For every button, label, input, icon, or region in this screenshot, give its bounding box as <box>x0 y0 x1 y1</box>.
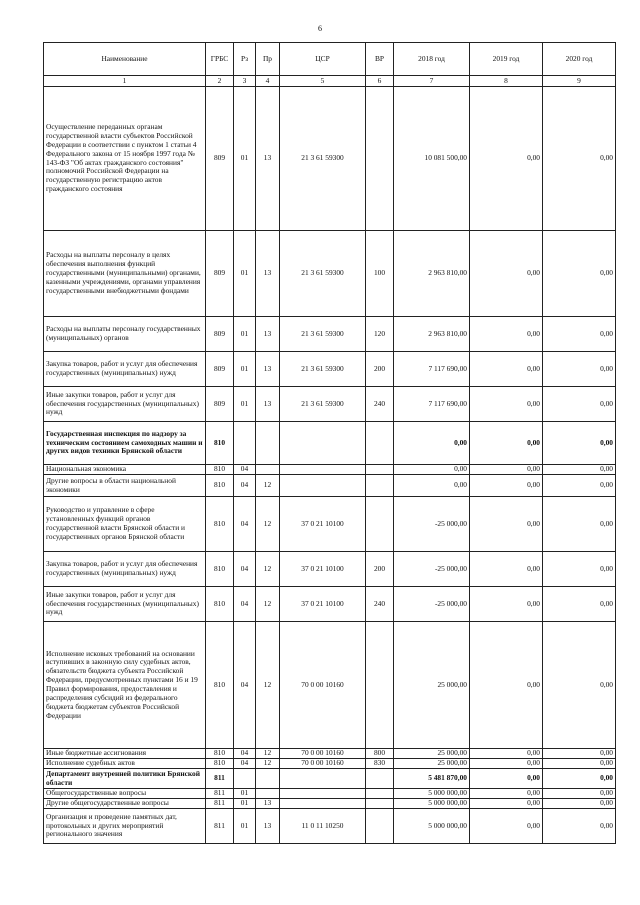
col-header-name: Наименование <box>44 43 206 76</box>
cell-vr: 830 <box>366 759 394 769</box>
cell-y2020: 0,00 <box>543 769 616 789</box>
cell-y2019: 0,00 <box>470 769 543 789</box>
cell-name: Закупка товаров, работ и услуг для обеспечения государственных (муниципальных) нужд <box>44 352 206 387</box>
col-number: 5 <box>280 76 366 87</box>
cell-y2018: 2 963 810,00 <box>394 231 470 317</box>
cell-csr: 21 3 61 59300 <box>280 317 366 352</box>
cell-grbs: 809 <box>206 231 234 317</box>
cell-name: Другие вопросы в области национальной экономики <box>44 475 206 497</box>
table-row <box>44 769 616 789</box>
table-row <box>44 622 616 749</box>
cell-y2020: 0,00 <box>543 465 616 475</box>
col-header-pr: Пр <box>256 43 280 76</box>
cell-rz: 01 <box>234 87 256 231</box>
cell-pr: 12 <box>256 587 280 622</box>
cell-name: Расходы на выплаты персоналу государственных (муниципальных) органов <box>44 317 206 352</box>
col-number: 9 <box>543 76 616 87</box>
cell-pr: 12 <box>256 475 280 497</box>
cell-vr <box>366 87 394 231</box>
cell-name: Департамент внутренней политики Брянской области <box>44 769 206 789</box>
cell-y2019: 0,00 <box>470 465 543 475</box>
cell-csr: 70 0 00 10160 <box>280 759 366 769</box>
cell-name: Исполнение судебных актов <box>44 759 206 769</box>
cell-csr <box>280 799 366 809</box>
cell-y2020: 0,00 <box>543 317 616 352</box>
cell-y2019: 0,00 <box>470 231 543 317</box>
cell-rz: 04 <box>234 587 256 622</box>
cell-name: Общегосударственные вопросы <box>44 789 206 799</box>
cell-name: Иные закупки товаров, работ и услуг для обеспечения государственных (муниципальных) нужд <box>44 387 206 422</box>
cell-y2019: 0,00 <box>470 749 543 759</box>
col-header-2018: 2018 год <box>394 43 470 76</box>
cell-vr <box>366 799 394 809</box>
cell-y2019: 0,00 <box>470 622 543 749</box>
cell-y2019: 0,00 <box>470 799 543 809</box>
cell-name: Национальная экономика <box>44 465 206 475</box>
cell-y2020: 0,00 <box>543 789 616 799</box>
cell-rz <box>234 422 256 465</box>
cell-grbs: 810 <box>206 422 234 465</box>
table-row <box>44 475 616 497</box>
cell-csr: 21 3 61 59300 <box>280 387 366 422</box>
cell-vr: 240 <box>366 387 394 422</box>
cell-y2020: 0,00 <box>543 497 616 552</box>
cell-name: Расходы на выплаты персоналу в целях обеспечения выполнения функций государственными (муниципальными) органами, казенными учреждениями, органами управления государственными внебюджетными фондами <box>44 231 206 317</box>
cell-y2018: 5 000 000,00 <box>394 789 470 799</box>
cell-rz: 04 <box>234 465 256 475</box>
budget-table <box>43 42 616 844</box>
cell-y2020: 0,00 <box>543 622 616 749</box>
cell-csr <box>280 789 366 799</box>
table-row <box>44 759 616 769</box>
cell-pr: 13 <box>256 87 280 231</box>
table-row <box>44 749 616 759</box>
cell-grbs: 810 <box>206 465 234 475</box>
cell-grbs: 810 <box>206 759 234 769</box>
cell-grbs: 809 <box>206 387 234 422</box>
cell-y2018: 25 000,00 <box>394 759 470 769</box>
cell-grbs: 809 <box>206 317 234 352</box>
table-row <box>44 352 616 387</box>
table-row <box>44 789 616 799</box>
cell-name: Исполнение исковых требований на основании вступивших в законную силу судебных актов, обязательств бюджета субъекта Российской Федерации, предусмотренных пунктами 16 и 19 Правил формирования, предоставления и распределения субсидий из федерального бюджета бюджетам субъектов Российской Федерации <box>44 622 206 749</box>
cell-csr: 37 0 21 10100 <box>280 552 366 587</box>
cell-grbs: 810 <box>206 622 234 749</box>
cell-y2020: 0,00 <box>543 749 616 759</box>
cell-pr <box>256 422 280 465</box>
cell-csr <box>280 475 366 497</box>
cell-name: Другие общегосударственные вопросы <box>44 799 206 809</box>
cell-rz: 01 <box>234 231 256 317</box>
cell-csr: 37 0 21 10100 <box>280 497 366 552</box>
cell-rz: 04 <box>234 497 256 552</box>
cell-csr: 21 3 61 59300 <box>280 231 366 317</box>
col-number: 8 <box>470 76 543 87</box>
cell-csr <box>280 422 366 465</box>
cell-rz: 04 <box>234 749 256 759</box>
cell-vr <box>366 789 394 799</box>
cell-csr: 11 0 11 10250 <box>280 809 366 844</box>
cell-rz: 04 <box>234 759 256 769</box>
cell-y2018: -25 000,00 <box>394 497 470 552</box>
cell-name: Закупка товаров, работ и услуг для обеспечения государственных (муниципальных) нужд <box>44 552 206 587</box>
cell-rz: 01 <box>234 799 256 809</box>
cell-y2018: -25 000,00 <box>394 552 470 587</box>
cell-pr <box>256 789 280 799</box>
cell-y2020: 0,00 <box>543 759 616 769</box>
table-row <box>44 422 616 465</box>
column-number-row <box>44 76 616 87</box>
cell-rz <box>234 769 256 789</box>
table-row <box>44 317 616 352</box>
cell-y2020: 0,00 <box>543 231 616 317</box>
cell-y2019: 0,00 <box>470 759 543 769</box>
cell-grbs: 809 <box>206 352 234 387</box>
cell-csr <box>280 769 366 789</box>
cell-csr: 70 0 00 10160 <box>280 622 366 749</box>
cell-vr <box>366 769 394 789</box>
col-number: 2 <box>206 76 234 87</box>
col-number: 7 <box>394 76 470 87</box>
col-header-vr: ВР <box>366 43 394 76</box>
cell-rz: 01 <box>234 352 256 387</box>
cell-csr: 21 3 61 59300 <box>280 87 366 231</box>
cell-rz: 04 <box>234 552 256 587</box>
col-header-rz: Рз <box>234 43 256 76</box>
cell-grbs: 811 <box>206 809 234 844</box>
cell-csr: 70 0 00 10160 <box>280 749 366 759</box>
cell-rz: 04 <box>234 622 256 749</box>
header-row <box>44 43 616 76</box>
cell-vr: 800 <box>366 749 394 759</box>
cell-y2018: 25 000,00 <box>394 749 470 759</box>
cell-y2019: 0,00 <box>470 422 543 465</box>
cell-y2020: 0,00 <box>543 475 616 497</box>
cell-vr <box>366 809 394 844</box>
cell-vr <box>366 497 394 552</box>
col-header-2019: 2019 год <box>470 43 543 76</box>
cell-y2020: 0,00 <box>543 552 616 587</box>
cell-y2020: 0,00 <box>543 587 616 622</box>
cell-name: Иные бюджетные ассигнования <box>44 749 206 759</box>
cell-vr: 100 <box>366 231 394 317</box>
cell-vr: 200 <box>366 352 394 387</box>
cell-y2018: 0,00 <box>394 422 470 465</box>
table-row <box>44 809 616 844</box>
col-header-2020: 2020 год <box>543 43 616 76</box>
cell-vr: 120 <box>366 317 394 352</box>
cell-vr: 200 <box>366 552 394 587</box>
cell-pr: 13 <box>256 352 280 387</box>
cell-grbs: 810 <box>206 475 234 497</box>
col-number: 3 <box>234 76 256 87</box>
cell-grbs: 809 <box>206 87 234 231</box>
table-row <box>44 587 616 622</box>
cell-csr: 37 0 21 10100 <box>280 587 366 622</box>
cell-grbs: 810 <box>206 749 234 759</box>
cell-y2020: 0,00 <box>543 422 616 465</box>
table-row <box>44 87 616 231</box>
cell-grbs: 810 <box>206 497 234 552</box>
col-number: 4 <box>256 76 280 87</box>
cell-y2018: 5 481 870,00 <box>394 769 470 789</box>
cell-name: Государственная инспекция по надзору за техническим состоянием самоходных машин и других видов техники Брянской области <box>44 422 206 465</box>
cell-vr <box>366 465 394 475</box>
cell-vr <box>366 475 394 497</box>
cell-grbs: 810 <box>206 587 234 622</box>
cell-y2018: 10 081 500,00 <box>394 87 470 231</box>
cell-y2019: 0,00 <box>470 789 543 799</box>
cell-y2020: 0,00 <box>543 799 616 809</box>
col-number: 1 <box>44 76 206 87</box>
cell-pr: 12 <box>256 749 280 759</box>
col-header-grbs: ГРБС <box>206 43 234 76</box>
cell-rz: 01 <box>234 387 256 422</box>
cell-y2019: 0,00 <box>470 475 543 497</box>
cell-name: Организация и проведение памятных дат, протокольных и других мероприятий регионального значения <box>44 809 206 844</box>
cell-y2020: 0,00 <box>543 87 616 231</box>
cell-grbs: 811 <box>206 799 234 809</box>
cell-rz: 01 <box>234 809 256 844</box>
cell-name: Осуществление переданных органам государственной власти субъектов Российской Федерации в соответствии с пунктом 1 статьи 4 Федерального закона от 15 ноября 1997 года № 143-ФЗ "Об актах гражданского состояния" полномочий Российской Федерации на государственную регистрацию актов гражданского состояния <box>44 87 206 231</box>
cell-pr: 13 <box>256 387 280 422</box>
cell-y2020: 0,00 <box>543 387 616 422</box>
table-row <box>44 231 616 317</box>
cell-y2019: 0,00 <box>470 387 543 422</box>
cell-pr: 13 <box>256 317 280 352</box>
cell-pr: 13 <box>256 809 280 844</box>
cell-pr: 13 <box>256 231 280 317</box>
cell-y2019: 0,00 <box>470 552 543 587</box>
cell-y2019: 0,00 <box>470 809 543 844</box>
cell-grbs: 810 <box>206 552 234 587</box>
table-row <box>44 799 616 809</box>
cell-name: Иные закупки товаров, работ и услуг для обеспечения государственных (муниципальных) нужд <box>44 587 206 622</box>
table-row <box>44 552 616 587</box>
cell-pr <box>256 465 280 475</box>
cell-y2020: 0,00 <box>543 809 616 844</box>
cell-name: Руководство и управление в сфере установленных функций органов государственной власти Брянской области и государственных органов Брянской области <box>44 497 206 552</box>
col-number: 6 <box>366 76 394 87</box>
cell-csr: 21 3 61 59300 <box>280 352 366 387</box>
table-row <box>44 497 616 552</box>
cell-y2019: 0,00 <box>470 587 543 622</box>
page-number: 6 <box>318 24 322 33</box>
cell-y2018: 2 963 810,00 <box>394 317 470 352</box>
cell-y2018: 5 000 000,00 <box>394 809 470 844</box>
cell-rz: 04 <box>234 475 256 497</box>
cell-y2018: 0,00 <box>394 465 470 475</box>
cell-y2018: 0,00 <box>394 475 470 497</box>
cell-grbs: 811 <box>206 789 234 799</box>
cell-y2018: 7 117 690,00 <box>394 387 470 422</box>
cell-y2019: 0,00 <box>470 497 543 552</box>
cell-vr: 240 <box>366 587 394 622</box>
cell-y2019: 0,00 <box>470 87 543 231</box>
cell-y2019: 0,00 <box>470 352 543 387</box>
cell-grbs: 811 <box>206 769 234 789</box>
cell-vr <box>366 422 394 465</box>
cell-y2018: -25 000,00 <box>394 587 470 622</box>
table-row <box>44 387 616 422</box>
cell-vr <box>366 622 394 749</box>
cell-y2018: 5 000 000,00 <box>394 799 470 809</box>
cell-pr: 12 <box>256 759 280 769</box>
cell-y2020: 0,00 <box>543 352 616 387</box>
col-header-csr: ЦСР <box>280 43 366 76</box>
cell-rz: 01 <box>234 789 256 799</box>
table-row <box>44 465 616 475</box>
cell-pr <box>256 769 280 789</box>
cell-pr: 13 <box>256 799 280 809</box>
cell-pr: 12 <box>256 622 280 749</box>
cell-y2019: 0,00 <box>470 317 543 352</box>
cell-pr: 12 <box>256 497 280 552</box>
cell-y2018: 7 117 690,00 <box>394 352 470 387</box>
cell-csr <box>280 465 366 475</box>
cell-y2018: 25 000,00 <box>394 622 470 749</box>
cell-rz: 01 <box>234 317 256 352</box>
cell-pr: 12 <box>256 552 280 587</box>
